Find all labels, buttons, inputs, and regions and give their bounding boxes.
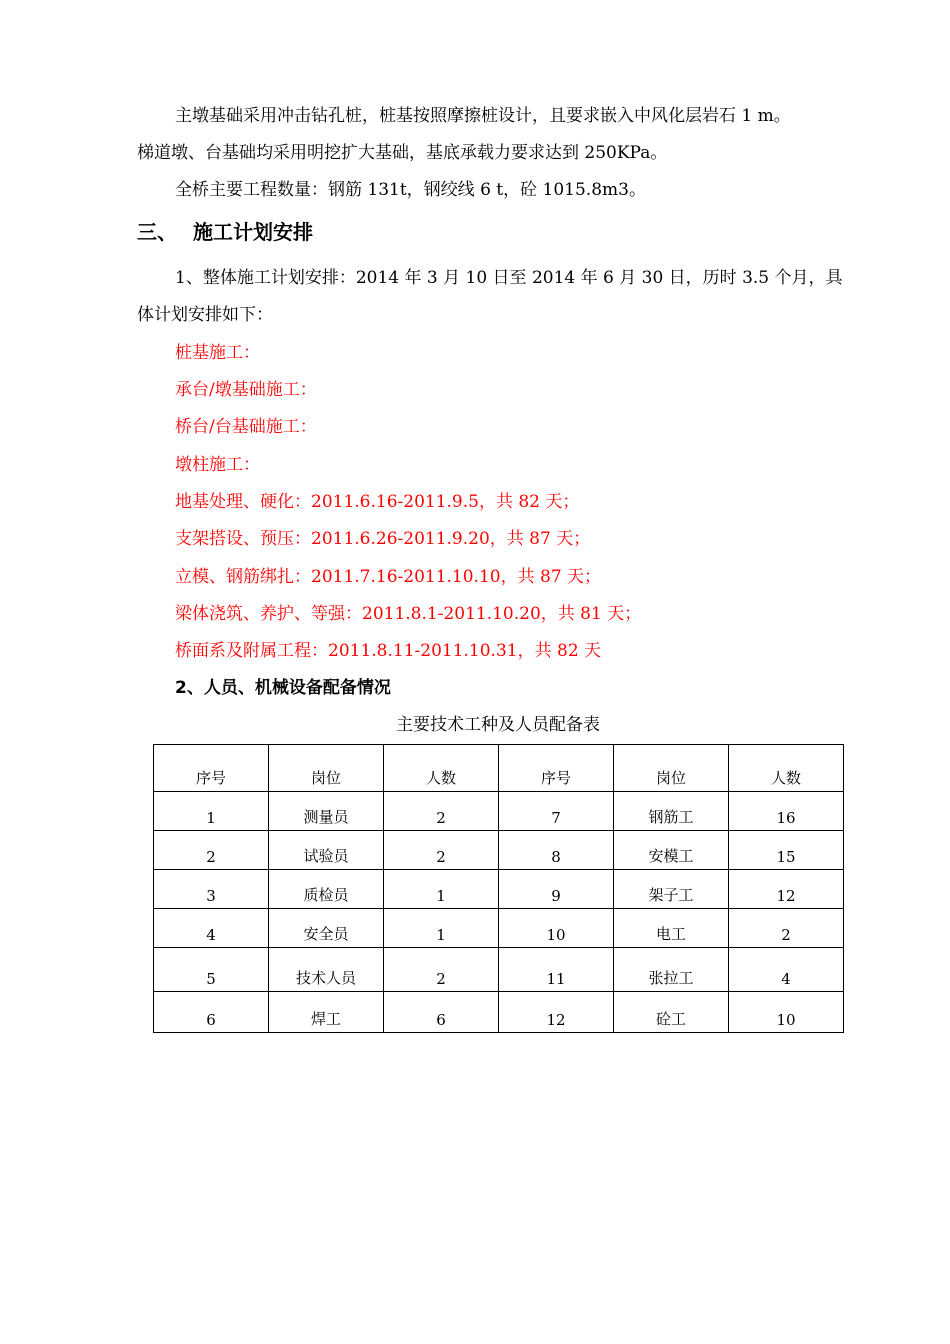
plan-item: 立模、钢筋绑扎：2011.7.16-2011.10.10，共 87 天； <box>175 567 602 587</box>
plan-item: 桥台/台基础施工： <box>175 417 317 437</box>
table-row <box>154 948 844 992</box>
table-cell: 7 <box>499 792 614 831</box>
table-cell: 焊工 <box>269 992 384 1033</box>
intro-paragraph-line: 梯道墩、台基础均采用明挖扩大基础，基底承载力要求达到 250KPa。 <box>137 143 668 163</box>
table-cell: 4 <box>154 909 269 948</box>
table-cell: 2 <box>384 792 499 831</box>
staffing-table <box>153 744 844 1033</box>
header-cell: 人数 <box>384 745 499 792</box>
plan-item: 支架搭设、预压：2011.6.26-2011.9.20，共 87 天； <box>175 529 591 549</box>
plan-item: 桩基施工： <box>175 343 260 363</box>
table-cell: 10 <box>499 909 614 948</box>
table-caption: 主要技术工种及人员配备表 <box>396 715 600 735</box>
table-cell: 钢筋工 <box>614 792 729 831</box>
table-cell: 12 <box>729 870 844 909</box>
table-row <box>154 909 844 948</box>
table-cell: 试验员 <box>269 831 384 870</box>
table-cell: 6 <box>384 992 499 1033</box>
plan-item: 桥面系及附属工程：2011.8.11-2011.10.31，共 82 天 <box>175 641 602 661</box>
table-header-row <box>154 745 844 792</box>
table-cell: 电工 <box>614 909 729 948</box>
header-cell: 人数 <box>729 745 844 792</box>
plan-item: 墩柱施工： <box>175 455 260 475</box>
table-cell: 1 <box>154 792 269 831</box>
table-cell: 16 <box>729 792 844 831</box>
plan-item: 地基处理、硬化：2011.6.16-2011.9.5，共 82 天； <box>175 492 580 512</box>
table-cell: 5 <box>154 948 269 992</box>
header-cell: 岗位 <box>614 745 729 792</box>
table-cell: 张拉工 <box>614 948 729 992</box>
table-cell: 安模工 <box>614 831 729 870</box>
plan-paragraph-line: 1、整体施工计划安排：2014 年 3 月 10 日至 2014 年 6 月 30 日，历时 3.5 个月，具 <box>175 268 843 288</box>
table-cell: 质检员 <box>269 870 384 909</box>
plan-item: 梁体浇筑、养护、等强：2011.8.1-2011.10.20，共 81 天； <box>175 604 642 624</box>
section-heading <box>137 218 313 246</box>
table-cell: 1 <box>384 870 499 909</box>
table-cell: 8 <box>499 831 614 870</box>
table-cell: 15 <box>729 831 844 870</box>
table-cell: 2 <box>384 948 499 992</box>
table-row <box>154 992 844 1033</box>
header-cell: 序号 <box>154 745 269 792</box>
table-cell: 测量员 <box>269 792 384 831</box>
table-cell: 1 <box>384 909 499 948</box>
table-cell: 砼工 <box>614 992 729 1033</box>
table-cell: 2 <box>154 831 269 870</box>
section-title: 施工计划安排 <box>193 220 313 244</box>
plan-item: 承台/墩基础施工： <box>175 380 317 400</box>
table-cell: 6 <box>154 992 269 1033</box>
table-cell: 安全员 <box>269 909 384 948</box>
plan-paragraph-line: 体计划安排如下： <box>137 305 273 325</box>
table-row <box>154 831 844 870</box>
table-cell: 4 <box>729 948 844 992</box>
quantities-paragraph: 全桥主要工程数量：钢筋 131t，钢绞线 6 t，砼 1015.8m3。 <box>175 180 646 200</box>
header-cell: 岗位 <box>269 745 384 792</box>
table-cell: 11 <box>499 948 614 992</box>
table-cell: 9 <box>499 870 614 909</box>
table-cell: 12 <box>499 992 614 1033</box>
table-row <box>154 792 844 831</box>
table-cell: 10 <box>729 992 844 1033</box>
subsection-heading: 2、人员、机械设备配备情况 <box>175 678 391 698</box>
table-cell: 3 <box>154 870 269 909</box>
table-cell: 2 <box>729 909 844 948</box>
table-cell: 技术人员 <box>269 948 384 992</box>
table-cell: 2 <box>384 831 499 870</box>
section-number: 三、 <box>137 220 177 244</box>
table-cell: 架子工 <box>614 870 729 909</box>
intro-paragraph-line: 主墩基础采用冲击钻孔桩，桩基按照摩擦桩设计，且要求嵌入中风化层岩石 1 m。 <box>175 106 791 126</box>
table-row <box>154 870 844 909</box>
header-cell: 序号 <box>499 745 614 792</box>
